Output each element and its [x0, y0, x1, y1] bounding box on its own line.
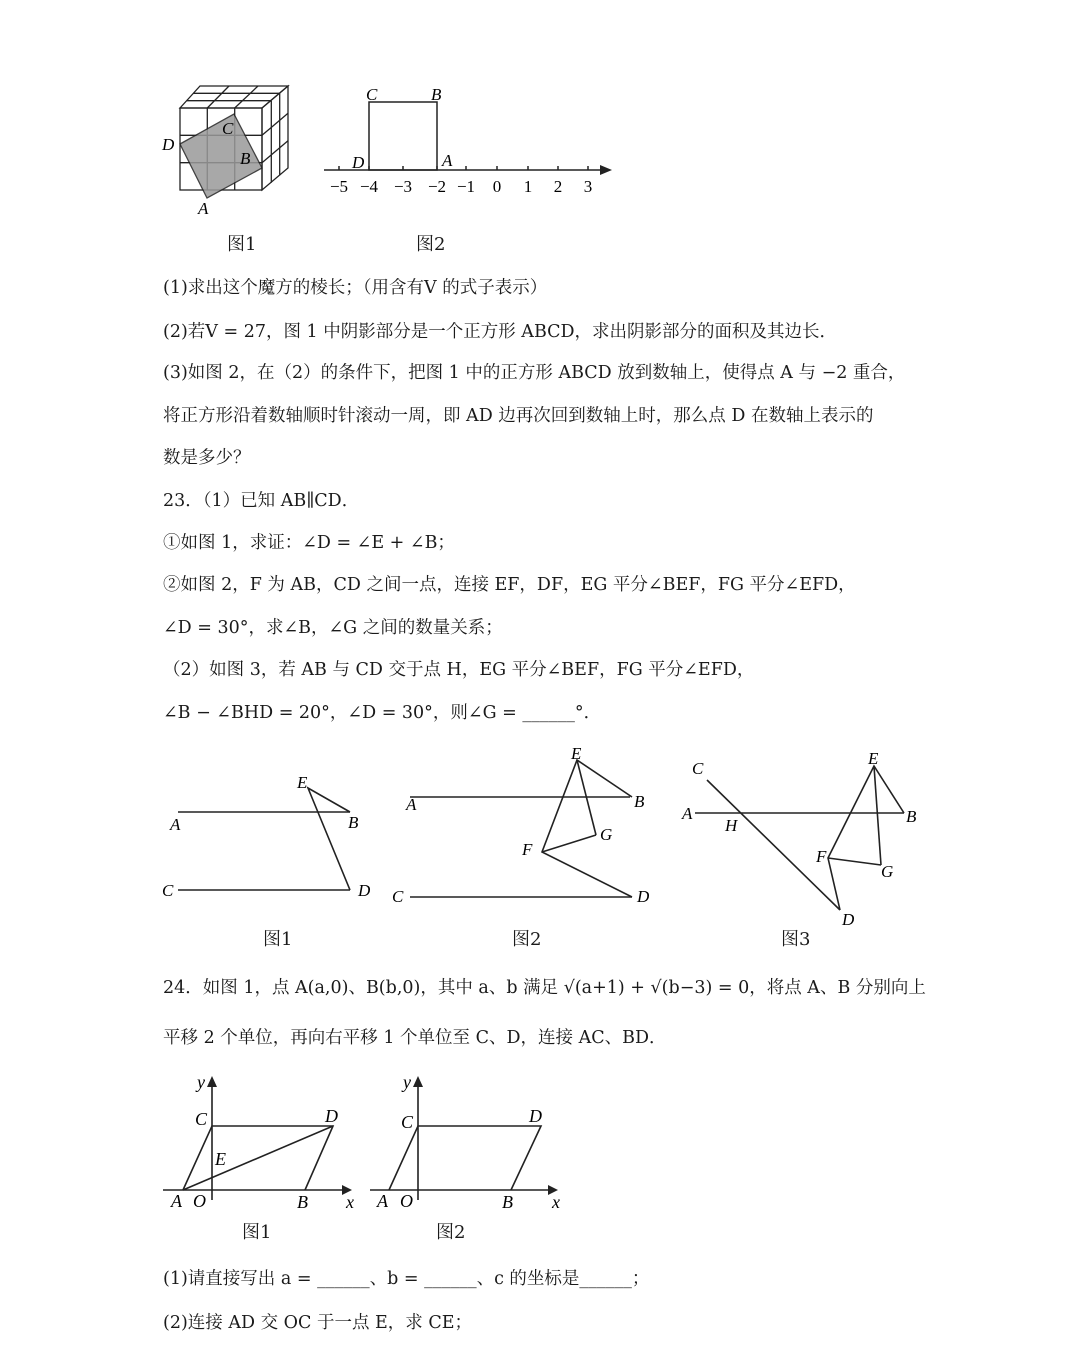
q22-part3-line3: 数是多少？	[163, 448, 251, 468]
numberline-figure	[320, 80, 620, 200]
g2-label-x: x	[552, 1192, 560, 1212]
nl-label-a: A	[442, 151, 453, 170]
fig2-caption: 图2	[416, 234, 446, 255]
f2-label-a: A	[406, 795, 417, 814]
tick-label: −5	[329, 177, 349, 196]
q22-part3-line1: (3)如图 2，在（2）的条件下，把图 1 中的正方形 ABCD 放到数轴上，使得点 A 与 −2 重合，	[163, 363, 906, 383]
f1-label-a: A	[170, 815, 181, 834]
fig1-caption: 图1	[227, 234, 257, 255]
q24-sub2: (2)连接 AD 交 OC 于一点 E，求 CE；	[163, 1313, 473, 1333]
tick-label: 0	[492, 177, 502, 196]
g1-label-b: B	[297, 1192, 308, 1212]
tick-label: −2	[427, 177, 447, 196]
g1-label-c: C	[195, 1109, 208, 1129]
f3-label-g: G	[881, 862, 894, 881]
g1-label-a: A	[171, 1191, 182, 1211]
tick-label: 2	[553, 177, 563, 196]
cube-label-d: D	[162, 135, 175, 154]
q24-line2: 平移 2 个单位，再向右平移 1 个单位至 C、D，连接 AC、BD．	[163, 1028, 667, 1048]
square-on-numberline	[369, 102, 437, 170]
q23-fig2-caption: 图2	[512, 929, 542, 950]
g2-label-c: C	[401, 1112, 414, 1132]
f3-label-e: E	[868, 749, 879, 768]
f2-label-f: F	[522, 840, 533, 859]
f3-label-h: H	[725, 816, 738, 835]
tick-label: −1	[456, 177, 476, 196]
f3-label-f: F	[816, 847, 827, 866]
f2-label-g: G	[600, 825, 613, 844]
tick-label: 3	[583, 177, 593, 196]
cube-figure	[160, 78, 300, 223]
g1-label-y: y	[197, 1072, 205, 1092]
q22-part2: (2)若V = 27，图 1 中阴影部分是一个正方形 ABCD，求出阴影部分的面积及其边长．	[163, 322, 838, 342]
q24-fig1-caption: 图1	[242, 1222, 272, 1243]
cube-label-c: C	[222, 119, 234, 138]
q22-part3-line2: 将正方形沿着数轴顺时针滚动一周，即 AD 边再次回到数轴上时，那么点 D 在数轴上表示的	[163, 406, 874, 426]
q23-line3: ②如图 2，F 为 AB，CD 之间一点，连接 EF，DF，EG 平分∠BEF，FG 平分∠EFD，	[163, 575, 856, 595]
nl-label-d: D	[352, 153, 365, 172]
tick-label: 1	[523, 177, 533, 196]
q23-line1: 23．（1）已知 AB∥CD．	[163, 491, 360, 511]
g2-label-y: y	[403, 1072, 411, 1092]
q24-figures	[155, 1070, 575, 1215]
q23-line6: ∠B − ∠BHD = 20°，∠D = 30°，则∠G = ______°．	[163, 703, 602, 723]
g1-label-e: E	[215, 1149, 226, 1169]
q23-line4: ∠D = 30°，求∠B，∠G 之间的数量关系；	[163, 618, 503, 638]
nl-label-b: B	[431, 85, 442, 104]
cube-label-b: B	[240, 149, 251, 168]
g1-label-x: x	[346, 1192, 354, 1212]
q24-sub1: (1)请直接写出 a = ______、b = ______、c 的坐标是______；	[163, 1269, 650, 1289]
f1-label-c: C	[162, 881, 174, 900]
f3-label-d: D	[842, 910, 855, 929]
f2-label-e: E	[571, 744, 582, 763]
f2-label-d: D	[637, 887, 650, 906]
f3-label-a: A	[682, 804, 693, 823]
tick-label: −3	[393, 177, 413, 196]
g2-label-d: D	[529, 1106, 542, 1126]
f1-label-d: D	[358, 881, 371, 900]
q23-fig3-caption: 图3	[781, 929, 811, 950]
q24-fig2-caption: 图2	[436, 1222, 466, 1243]
g2-label-o: O	[400, 1191, 413, 1211]
q23-figures	[150, 740, 930, 940]
f3-label-b: B	[906, 807, 917, 826]
nl-label-c: C	[366, 85, 378, 104]
q23-line5: （2）如图 3，若 AB 与 CD 交于点 H，EG 平分∠BEF，FG 平分∠EFD，	[163, 660, 755, 680]
q22-part1: (1)求出这个魔方的棱长；（用含有V 的式子表示）	[163, 278, 548, 298]
q23-line2: ①如图 1，求证：∠D = ∠E + ∠B；	[163, 533, 455, 553]
g1-label-o: O	[193, 1191, 206, 1211]
f1-label-b: B	[348, 813, 359, 832]
cube-label-a: A	[198, 199, 209, 218]
q23-fig1-caption: 图1	[263, 929, 293, 950]
f2-label-c: C	[392, 887, 404, 906]
f2-label-b: B	[634, 792, 645, 811]
numberline-arrow	[600, 165, 612, 175]
f3-label-c: C	[692, 759, 704, 778]
f1-label-e: E	[297, 773, 308, 792]
tick-label: −4	[359, 177, 379, 196]
g2-label-a: A	[377, 1191, 388, 1211]
q24-line1: 24．如图 1，点 A(a,0)、B(b,0)，其中 a、b 满足 √(a+1) + √(b−3) = 0，将点 A、B 分别向上	[163, 978, 926, 998]
g1-label-d: D	[325, 1106, 338, 1126]
g2-label-b: B	[502, 1192, 513, 1212]
